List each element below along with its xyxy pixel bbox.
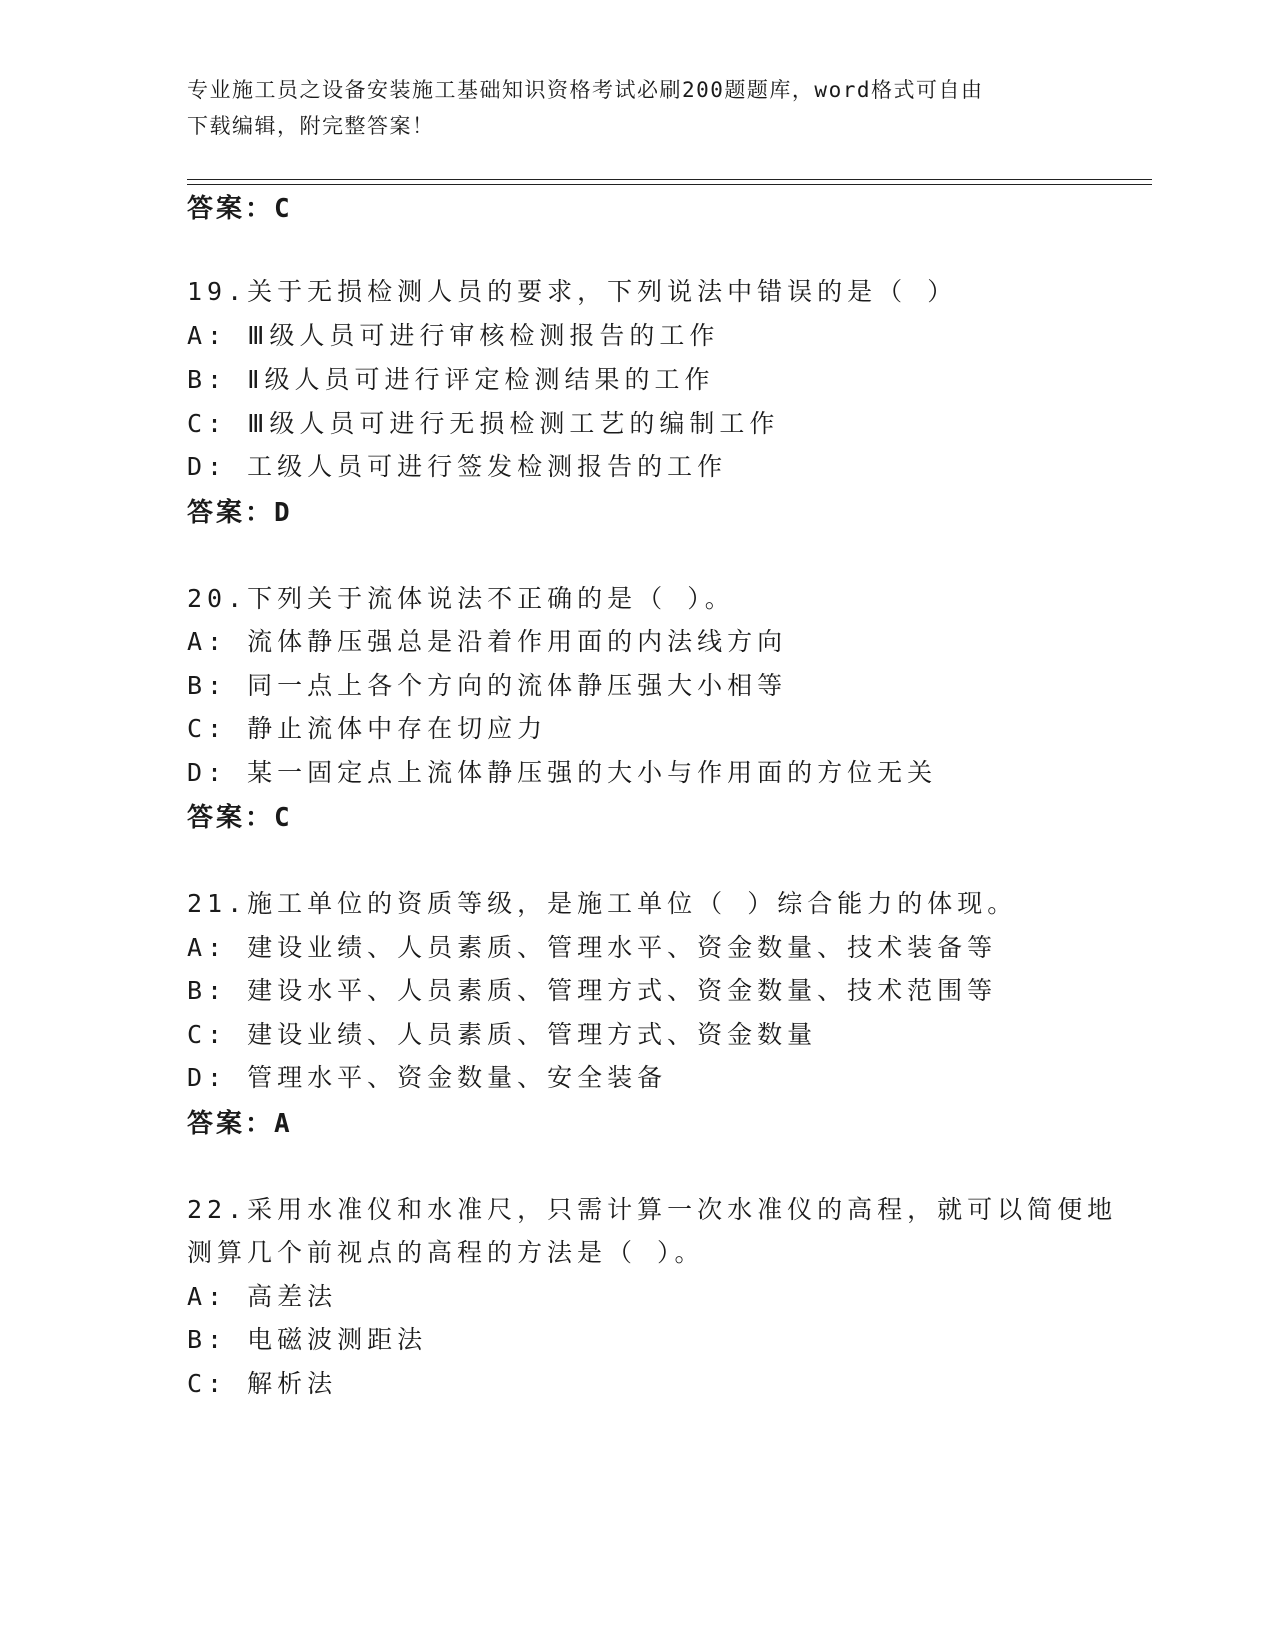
header-divider-top [187,179,1152,180]
question-21-option-a: A: 建设业绩、人员素质、管理水平、资金数量、技术装备等 [187,933,998,962]
question-21-stem: 21.施工单位的资质等级，是施工单位（ ）综合能力的体现。 [187,889,1018,918]
question-20-option-c: C: 静止流体中存在切应力 [187,714,548,743]
question-19-stem: 19.关于无损检测人员的要求，下列说法中错误的是（ ） [187,277,958,306]
question-22-stem-line-1: 22.采用水准仪和水准尺，只需计算一次水准仪的高程，就可以简便地 [187,1195,1118,1224]
question-21-option-d: D: 管理水平、资金数量、安全装备 [187,1063,668,1092]
question-22-option-a: A: 高差法 [187,1282,338,1311]
question-20-option-d: D: 某一固定点上流体静压强的大小与作用面的方位无关 [187,758,938,787]
question-19-option-c: C: Ⅲ级人员可进行无损检测工艺的编制工作 [187,409,780,438]
question-20-option-a: A: 流体静压强总是沿着作用面的内法线方向 [187,627,788,656]
question-22-option-b: B: 电磁波测距法 [187,1325,428,1354]
question-20-stem: 20.下列关于流体说法不正确的是（ ）。 [187,584,735,613]
header-line-2: 下载编辑，附完整答案！ [187,114,435,138]
header-divider-bottom [187,184,1152,185]
question-21-option-b: B: 建设水平、人员素质、管理方式、资金数量、技术范围等 [187,976,998,1005]
question-22-stem-line-2: 测算几个前视点的高程的方法是（ ）。 [187,1238,705,1267]
document-header [187,72,1087,144]
question-19-option-b: B: Ⅱ级人员可进行评定检测结果的工作 [187,365,715,394]
question-21-answer: 答案：A [187,1109,293,1139]
question-19-answer: 答案：D [187,498,293,528]
question-21-option-c: C: 建设业绩、人员素质、管理方式、资金数量 [187,1020,818,1049]
previous-answer: 答案：C [187,194,293,224]
header-line-1: 专业施工员之设备安装施工基础知识资格考试必刷200题题库，word格式可自由 [187,78,984,102]
question-20-answer: 答案：C [187,803,293,833]
question-22-option-c: C: 解析法 [187,1369,338,1398]
question-20-option-b: B: 同一点上各个方向的流体静压强大小相等 [187,671,788,700]
question-19-option-a: A: Ⅲ级人员可进行审核检测报告的工作 [187,321,720,350]
question-19-option-d: D: 工级人员可进行签发检测报告的工作 [187,452,728,481]
